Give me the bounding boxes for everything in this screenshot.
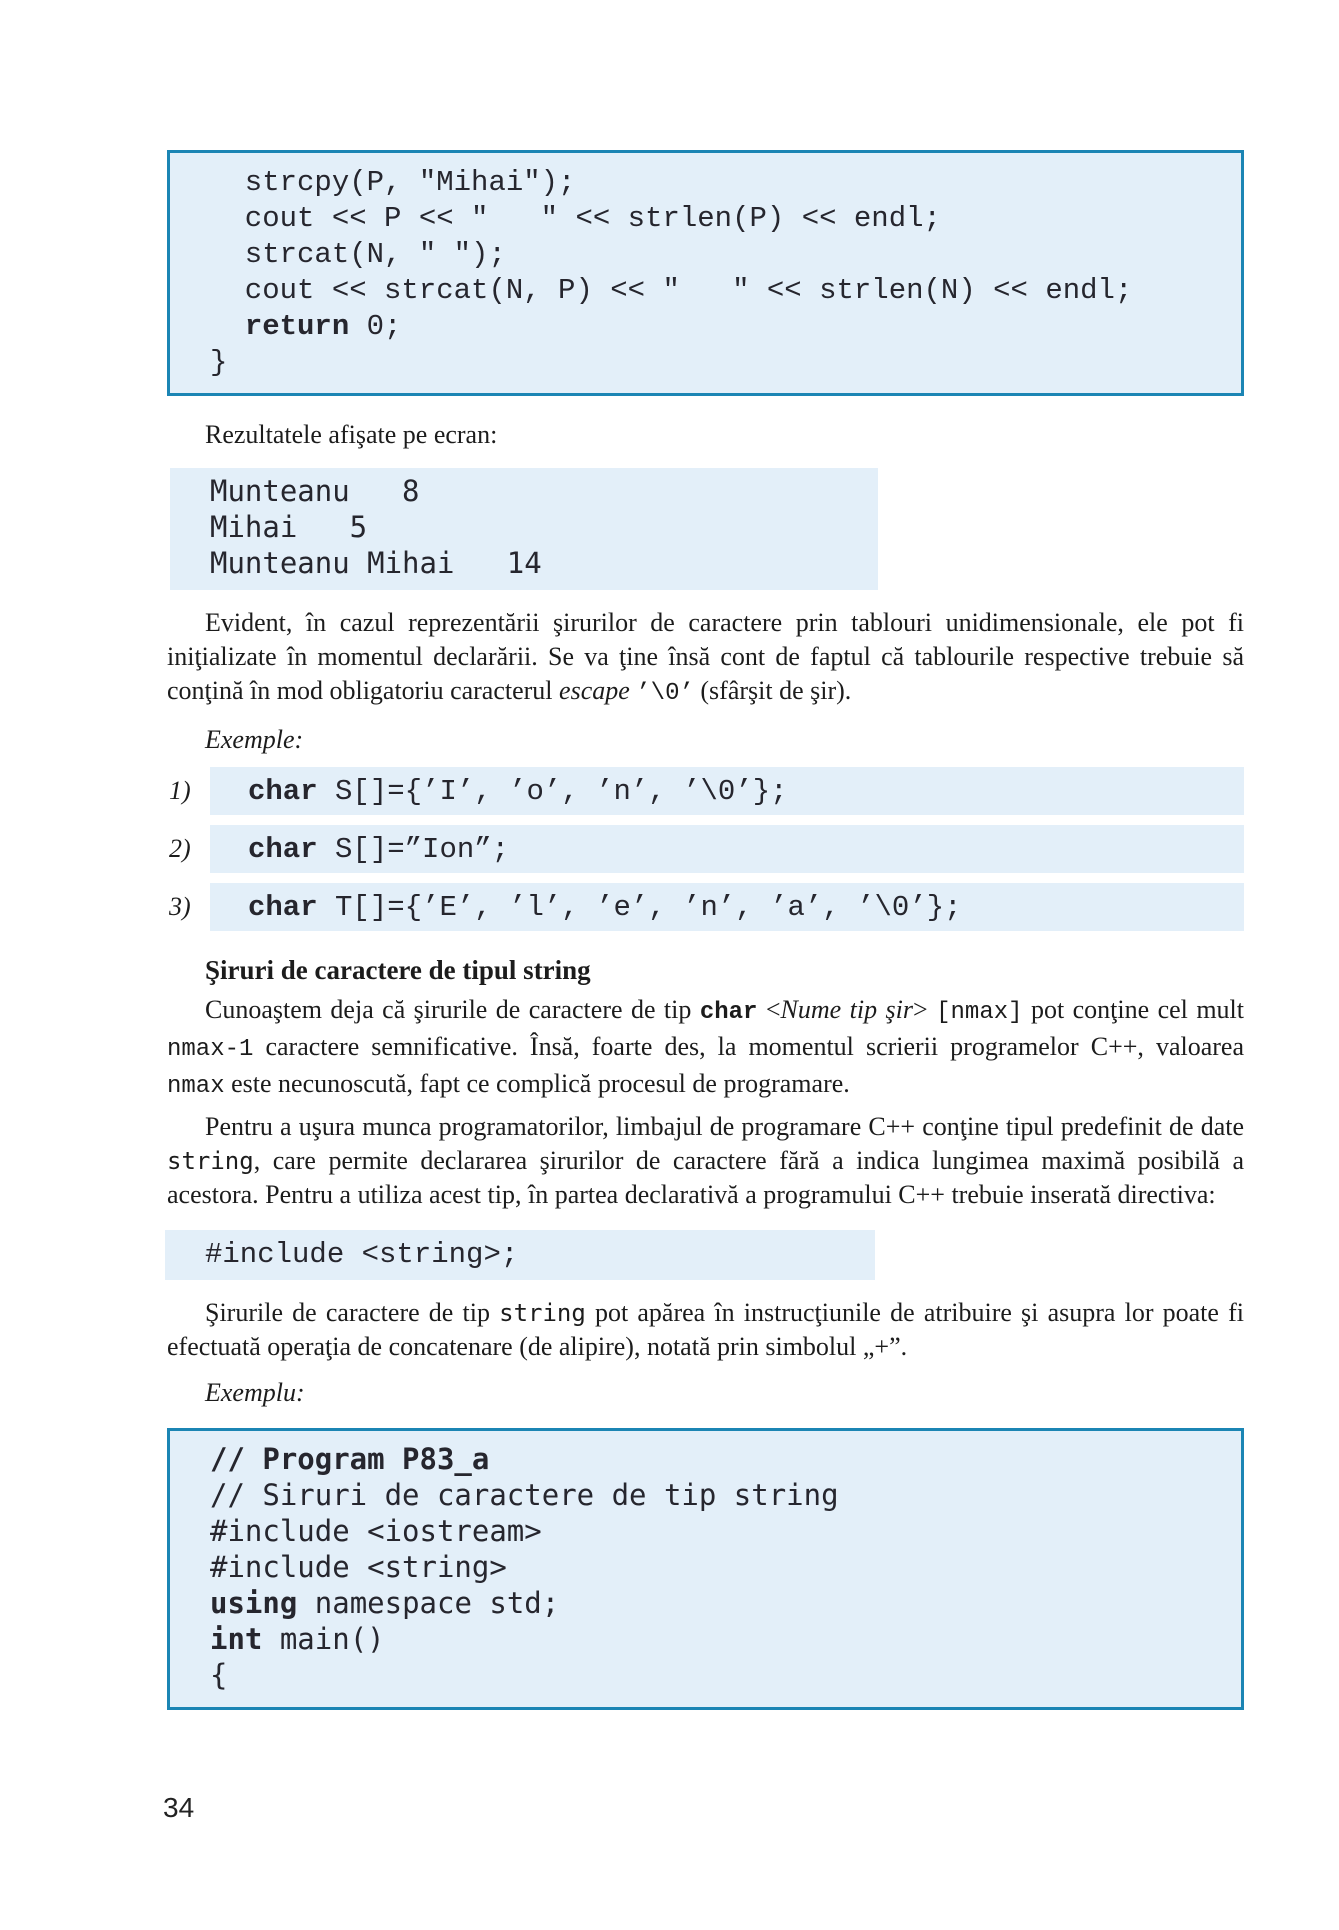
section-heading: Şiruri de caractere de tipul string (205, 955, 591, 985)
code-line (210, 546, 858, 582)
text-segment: #include <string> (210, 1550, 507, 1584)
exemplu-caption: Exemplu: (205, 1378, 305, 1407)
paragraph-evident (167, 606, 1244, 711)
text-segment: int (210, 1622, 263, 1656)
text-segment: pot conţine cel mult (1022, 995, 1245, 1024)
exemple-caption: Exemple: (205, 725, 304, 754)
text-segment: > (913, 995, 937, 1024)
text-segment: Şirurile de caractere de tip (205, 1298, 500, 1327)
text-segment: nmax (167, 1073, 225, 1100)
text-segment (210, 310, 245, 343)
code-line (210, 308, 1221, 344)
example-code (210, 825, 1244, 873)
example-code (210, 883, 1244, 931)
example-code (210, 767, 1244, 815)
content-column (167, 0, 1244, 1710)
text-segment: namespace std; (297, 1586, 560, 1620)
text-segment: nmax-1 (167, 1036, 254, 1063)
code-line (210, 474, 858, 510)
text-segment: strcat(N, " "); (210, 238, 506, 271)
examples-list (167, 767, 1244, 931)
text-segment: char (248, 832, 318, 866)
text-segment: { (210, 1658, 228, 1692)
code-line (205, 1236, 855, 1272)
text-segment: // Siruri de caractere de tip string (210, 1478, 839, 1512)
program-output-block (170, 468, 878, 590)
text-segment: cout << strcat(N, P) << " " << strlen(N) << endl; (210, 274, 1133, 307)
page-number: 34 (163, 1792, 195, 1823)
example-row (169, 883, 1244, 931)
example-row (169, 825, 1244, 873)
text-segment: using (210, 1586, 298, 1620)
text-segment: Evident, în cazul reprezentării şirurilor de caractere prin tablouri unidimensionale, ele pot fi iniţializate în momentul declarării. Se va ţine însă cont de faptul că tablourile respective trebuie să conţină în mod obligatoriu caracterul (167, 608, 1244, 705)
text-segment: Pentru a uşura munca programatorilor, limbajul de programare C++ conţine tipul predefinit de date (205, 1112, 1244, 1141)
text-segment: main() (262, 1622, 385, 1656)
text-segment: , care permite declararea şirurilor de caractere fără a indica lungimea maximă posibilă a acestora. Pentru a utiliza acest tip, în partea declarativă a programului C++ trebuie inserată directiva: (167, 1146, 1244, 1209)
text-segment: char (699, 999, 758, 1026)
text-segment: ’\0’ (636, 680, 694, 707)
text-segment: return (244, 310, 350, 343)
text-segment: S[]=”Ion”; (317, 832, 510, 866)
code-line (210, 1658, 1221, 1694)
code-block-top (167, 150, 1244, 396)
paragraph-sirurile (167, 1296, 1244, 1364)
text-segment: 0; (349, 310, 402, 343)
code-line (210, 1514, 1221, 1550)
code-line (210, 272, 1221, 308)
example-label: 3) (169, 892, 191, 921)
example-label: 2) (169, 834, 191, 863)
text-segment: } (210, 346, 228, 379)
text-segment: string (499, 1299, 586, 1327)
text-segment: Mihai 5 (210, 510, 368, 544)
code-line (210, 236, 1221, 272)
text-segment: escape (559, 676, 630, 705)
include-directive-block (165, 1230, 875, 1280)
code-line (210, 344, 1221, 380)
paragraph-pentru (167, 1110, 1244, 1212)
text-segment: char (248, 774, 318, 808)
text-segment: este necunoscută, fapt ce complică procesul de programare. (224, 1069, 850, 1098)
code-line (210, 200, 1221, 236)
text-segment: < (757, 995, 781, 1024)
text-segment: S[]={’I’, ’o’, ’n’, ’\0’}; (317, 774, 788, 808)
example-row (169, 767, 1244, 815)
text-segment: T[]={’E’, ’l’, ’e’, ’n’, ’a’, ’\0’}; (317, 890, 962, 924)
text-segment: #include <string>; (205, 1238, 519, 1271)
code-line (210, 164, 1221, 200)
text-segment: [nmax] (936, 999, 1023, 1026)
code-line (210, 1586, 1221, 1622)
text-segment: Munteanu Mihai 14 (210, 546, 542, 580)
text-segment: Munteanu 8 (210, 474, 420, 508)
text-segment: strcpy(P, "Mihai"); (210, 166, 576, 199)
text-segment: string (167, 1147, 254, 1175)
text-segment: // Program P83_a (210, 1442, 490, 1476)
text-segment: char (248, 890, 318, 924)
text-segment: Nume tip şir (780, 995, 913, 1024)
code-line (210, 1622, 1221, 1658)
text-segment: pot apărea în instrucţiunile de atribuire şi asupra lor poate fi efectuată operaţia de concatenare (de alipire), notată prin simbolul „+”. (167, 1298, 1244, 1361)
example-label: 1) (169, 776, 191, 805)
text-segment: cout << P << " " << strlen(P) << endl; (210, 202, 941, 235)
results-caption: Rezultatele afişate pe ecran: (205, 420, 498, 449)
text-segment: caractere semnificative. Însă, foarte des, la momentul scrierii programelor C++, valoarea (253, 1032, 1244, 1061)
code-line (210, 1478, 1221, 1514)
text-segment: (sfârşit de şir). (693, 676, 852, 705)
text-segment: Cunoaştem deja că şirurile de caractere de tip (205, 995, 700, 1024)
paragraph-cunoastem (167, 993, 1244, 1104)
code-line (210, 510, 858, 546)
text-segment: #include <iostream> (210, 1514, 542, 1548)
code-block-bottom (167, 1428, 1244, 1710)
code-line (210, 1550, 1221, 1586)
code-line (210, 1442, 1221, 1478)
